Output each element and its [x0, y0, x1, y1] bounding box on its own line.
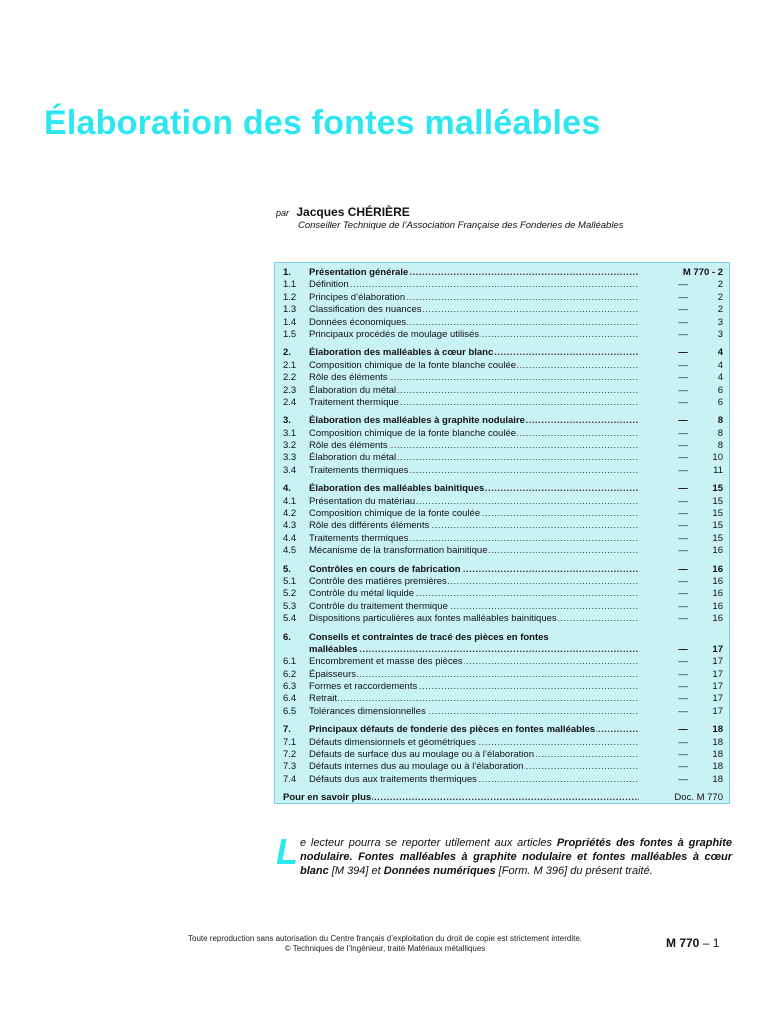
toc-number: 4.3	[283, 520, 297, 532]
toc-reference: —	[678, 736, 688, 748]
toc-label-wrap	[309, 737, 639, 749]
toc-label: Composition chimique de la fonte blanche coulée	[309, 427, 517, 439]
toc-label: Défauts dus aux traitements thermiques	[309, 773, 477, 785]
toc-number: 6.2	[283, 668, 297, 680]
document-title: Élaboration des fontes malléables	[44, 104, 601, 142]
toc-reference: —	[678, 396, 688, 408]
toc-number: 1.3	[283, 304, 297, 316]
toc-item[interactable]	[283, 465, 723, 477]
toc-label: Principaux procédés de moulage utilisés	[309, 328, 480, 340]
toc-page: 3	[717, 328, 723, 340]
toc-number: 1.5	[283, 328, 297, 340]
toc-label-wrap	[309, 706, 639, 718]
toc-number: 6.3	[283, 681, 297, 693]
toc-number: 2.3	[283, 384, 297, 396]
toc-reference: —	[678, 279, 688, 291]
page-reference	[666, 936, 719, 950]
toc-page: 16	[712, 613, 723, 625]
toc-item[interactable]	[283, 279, 723, 291]
toc-item[interactable]	[283, 774, 723, 786]
toc-section	[283, 632, 723, 719]
toc-label: Traitements thermiques	[309, 532, 409, 544]
toc-number: 6.	[283, 631, 291, 643]
toc-number: 7.2	[283, 749, 297, 761]
toc-label-wrap	[309, 774, 639, 786]
toc-reference: —	[678, 483, 688, 495]
toc-reference: —	[678, 656, 688, 668]
toc-label: Pour en savoir plus	[283, 792, 372, 804]
toc-page: 10	[712, 452, 723, 464]
toc-item[interactable]	[283, 372, 723, 384]
toc-number: 7.4	[283, 773, 297, 785]
toc-number: 3.4	[283, 464, 297, 476]
toc-reference: —	[678, 520, 688, 532]
toc-reference: —	[678, 600, 688, 612]
toc-item[interactable]	[283, 304, 723, 316]
toc-item[interactable]	[283, 613, 723, 625]
toc-label-wrap	[309, 360, 639, 372]
toc-label: Épaisseurs	[309, 668, 356, 680]
toc-number: 2.4	[283, 396, 297, 408]
toc-reference: —	[678, 773, 688, 785]
toc-page: 17	[712, 705, 723, 717]
toc-label: Élaboration des malléables bainitiques	[309, 483, 485, 495]
toc-heading[interactable]	[283, 483, 723, 495]
toc-label: Données économiques	[309, 316, 407, 328]
toc-reference: —	[678, 372, 688, 384]
intro-ref-2: Données numériques	[383, 865, 496, 877]
toc-number: 2.1	[283, 359, 297, 371]
toc-item[interactable]	[283, 428, 723, 440]
toc-item[interactable]	[283, 545, 723, 557]
toc-number: 3.2	[283, 440, 297, 452]
toc-page: 4	[717, 347, 723, 359]
toc-label-wrap	[309, 588, 639, 600]
toc-reference: —	[678, 693, 688, 705]
toc-reference: —	[678, 415, 688, 427]
toc-page: 15	[712, 508, 723, 520]
toc-item[interactable]	[283, 656, 723, 668]
toc-label: Encombrement et masse des pièces	[309, 656, 463, 668]
toc-number: 1.4	[283, 316, 297, 328]
toc-reference: —	[678, 749, 688, 761]
toc-page: 16	[712, 600, 723, 612]
toc-number: 4.1	[283, 495, 297, 507]
toc-label: Contrôle du traitement thermique	[309, 600, 448, 612]
toc-item[interactable]	[283, 706, 723, 718]
toc-label: Élaboration du métal	[309, 384, 397, 396]
toc-label: Élaboration du métal	[309, 452, 397, 464]
toc-label: Mécanisme de la transformation bainitique	[309, 545, 488, 557]
toc-page: 16	[712, 588, 723, 600]
toc-reference: —	[678, 681, 688, 693]
toc-reference: —	[678, 724, 688, 736]
toc-further-row[interactable]	[283, 792, 723, 804]
toc-number: 2.2	[283, 372, 297, 384]
toc-heading-cont[interactable]	[283, 644, 723, 656]
toc-label: Retrait	[309, 693, 337, 705]
toc-reference: —	[678, 304, 688, 316]
toc-label-wrap	[309, 415, 639, 427]
toc-number: 3.3	[283, 452, 297, 464]
toc-label-wrap	[309, 520, 639, 532]
toc-heading[interactable]	[283, 724, 723, 736]
toc-label-wrap	[309, 749, 639, 761]
toc-label: Composition chimique de la fonte coulée	[309, 508, 481, 520]
toc-page: 8	[717, 427, 723, 439]
toc-page: 8	[717, 415, 723, 427]
toc-label-wrap	[309, 632, 723, 644]
toc-page: 2	[717, 291, 723, 303]
toc-page: 16	[712, 545, 723, 557]
toc-reference: —	[678, 643, 688, 655]
toc-section	[283, 724, 723, 786]
toc-label-wrap	[309, 508, 639, 520]
table-of-contents	[274, 262, 730, 804]
toc-page: 3	[717, 316, 723, 328]
toc-number: 7.	[283, 724, 291, 736]
toc-item[interactable]	[283, 576, 723, 588]
toc-reference: M 770 - 2	[682, 266, 723, 278]
toc-heading[interactable]	[283, 564, 723, 576]
toc-page: 2	[717, 304, 723, 316]
toc-item[interactable]	[283, 385, 723, 397]
toc-item[interactable]	[283, 440, 723, 452]
copyright-line-2: © Techniques de l’Ingénieur, traité Matériaux métalliques	[284, 944, 486, 953]
toc-label-wrap	[309, 724, 639, 736]
toc-label-wrap	[309, 267, 639, 279]
toc-reference: —	[678, 495, 688, 507]
toc-label: Traitements thermiques	[309, 464, 409, 476]
toc-number: 1.2	[283, 291, 297, 303]
toc-page: 17	[712, 693, 723, 705]
copyright-notice	[130, 934, 640, 954]
toc-reference: —	[678, 316, 688, 328]
toc-reference: —	[678, 464, 688, 476]
toc-number: 4.2	[283, 508, 297, 520]
toc-reference: —	[678, 575, 688, 587]
toc-item[interactable]	[283, 317, 723, 329]
toc-item[interactable]	[283, 601, 723, 613]
toc-label: Rôle des différents éléments	[309, 520, 430, 532]
toc-page: 4	[717, 372, 723, 384]
toc-label: Définition	[309, 279, 349, 291]
toc-section	[283, 483, 723, 557]
drop-cap: L	[276, 831, 298, 872]
toc-label-wrap	[309, 440, 639, 452]
toc-label-wrap	[309, 656, 639, 668]
toc-label-wrap	[309, 564, 639, 576]
author-prefix: par	[276, 208, 290, 218]
intro-paragraph	[276, 831, 732, 878]
toc-reference: —	[678, 613, 688, 625]
intro-ref-1: Propriétés des fontes à graphite nodulaire. Fontes malléables à graphite nodulaire et fontes malléables à cœur blanc	[300, 837, 732, 877]
toc-label-wrap	[309, 613, 639, 625]
toc-section	[283, 415, 723, 477]
toc-label-wrap	[309, 347, 639, 359]
toc-label: Rôle des éléments	[309, 440, 388, 452]
toc-page: 17	[712, 668, 723, 680]
toc-reference: —	[678, 440, 688, 452]
toc-page: 2	[717, 279, 723, 291]
toc-further-reading	[283, 792, 723, 804]
toc-number: 5.	[283, 563, 291, 575]
toc-label-wrap	[309, 693, 639, 705]
toc-label: Principaux défauts de fonderie des pièces en fontes malléables	[309, 724, 596, 736]
toc-label: Contrôle des matières premières	[309, 575, 447, 587]
toc-label: malléables	[309, 643, 358, 655]
toc-number: 6.4	[283, 693, 297, 705]
toc-reference: —	[678, 384, 688, 396]
toc-label: Défauts internes dus au moulage ou à l’élaboration	[309, 761, 524, 773]
toc-number: 7.3	[283, 761, 297, 773]
toc-item[interactable]	[283, 694, 723, 706]
toc-label-wrap	[309, 465, 639, 477]
author-line	[276, 205, 410, 219]
toc-page: 18	[712, 761, 723, 773]
toc-label: Présentation générale	[309, 266, 409, 278]
toc-reference: —	[678, 563, 688, 575]
toc-label-wrap	[309, 397, 639, 409]
toc-page: 18	[712, 773, 723, 785]
toc-label: Contrôles en cours de fabrication	[309, 563, 461, 575]
toc-label: Dispositions particulières aux fontes malléables bainitiques	[309, 613, 557, 625]
toc-label: Défauts dimensionnels et géométriques	[309, 736, 476, 748]
toc-label-wrap	[309, 496, 639, 508]
page-ref-sep: –	[699, 936, 713, 950]
toc-label: Composition chimique de la fonte blanche coulée	[309, 359, 517, 371]
toc-item[interactable]	[283, 533, 723, 545]
toc-label-wrap	[309, 761, 639, 773]
toc-label-wrap	[309, 279, 639, 291]
toc-label: Principes d’élaboration	[309, 291, 406, 303]
toc-label-wrap	[309, 428, 639, 440]
toc-number: 5.3	[283, 600, 297, 612]
toc-number: 1.1	[283, 279, 297, 291]
toc-number: 3.1	[283, 427, 297, 439]
toc-label-wrap	[309, 576, 639, 588]
toc-heading[interactable]	[283, 267, 723, 279]
toc-number: 5.4	[283, 613, 297, 625]
toc-reference: —	[678, 668, 688, 680]
toc-reference: Doc. M 770	[674, 792, 723, 804]
toc-item[interactable]	[283, 588, 723, 600]
toc-label: Défauts de surface dus au moulage ou à l’élaboration	[309, 749, 534, 761]
toc-label-wrap	[309, 533, 639, 545]
toc-section	[283, 267, 723, 341]
copyright-line-1: Toute reproduction sans autorisation du Centre français d’exploitation du droit de copie est strictement interdite.	[188, 934, 582, 943]
toc-label: Classification des nuances	[309, 304, 422, 316]
toc-list	[283, 267, 723, 811]
toc-item[interactable]	[283, 292, 723, 304]
author-name: Jacques CHÉRIÈRE	[296, 205, 410, 219]
toc-number: 5.2	[283, 588, 297, 600]
toc-number: 2.	[283, 347, 291, 359]
intro-text-3: [Form. M 396] du présent traité.	[495, 865, 653, 877]
toc-reference: —	[678, 508, 688, 520]
toc-item[interactable]	[283, 681, 723, 693]
toc-label-wrap	[309, 601, 639, 613]
toc-item[interactable]	[283, 452, 723, 464]
toc-number: 4.4	[283, 532, 297, 544]
page-ref-code: M 770	[666, 936, 700, 950]
toc-label-wrap	[309, 329, 639, 341]
toc-label: Traitement thermique	[309, 396, 399, 408]
toc-item[interactable]	[283, 496, 723, 508]
toc-item[interactable]	[283, 669, 723, 681]
toc-page: 15	[712, 532, 723, 544]
toc-item[interactable]	[283, 360, 723, 372]
toc-label-wrap	[309, 372, 639, 384]
toc-label-wrap	[309, 483, 639, 495]
toc-label-wrap	[309, 304, 639, 316]
toc-page: 15	[712, 483, 723, 495]
toc-label: Conseils et contraintes de tracé des pièces en fontes	[309, 631, 549, 643]
toc-page: 4	[717, 359, 723, 371]
toc-label: Présentation du matériau	[309, 495, 416, 507]
intro-text-1: e lecteur pourra se reporter utilement aux articles	[300, 837, 557, 849]
toc-label: Tolérances dimensionnelles	[309, 705, 426, 717]
toc-page: 15	[712, 520, 723, 532]
toc-label-wrap	[309, 545, 639, 557]
toc-label: Formes et raccordements	[309, 681, 418, 693]
toc-page: 8	[717, 440, 723, 452]
toc-label-wrap	[309, 385, 639, 397]
toc-reference: —	[678, 427, 688, 439]
toc-section	[283, 347, 723, 409]
toc-label-wrap	[309, 452, 639, 464]
toc-item[interactable]	[283, 397, 723, 409]
toc-page: 15	[712, 495, 723, 507]
toc-reference: —	[678, 359, 688, 371]
toc-number: 1.	[283, 266, 291, 278]
toc-label-wrap	[309, 681, 639, 693]
toc-item[interactable]	[283, 737, 723, 749]
toc-reference: —	[678, 452, 688, 464]
toc-page: 18	[712, 736, 723, 748]
toc-item[interactable]	[283, 520, 723, 532]
toc-label-wrap	[309, 292, 639, 304]
toc-reference: —	[678, 705, 688, 717]
toc-number: 4.	[283, 483, 291, 495]
toc-reference: —	[678, 291, 688, 303]
page-ref-number: 1	[712, 936, 720, 950]
toc-page: 18	[712, 749, 723, 761]
toc-label-wrap	[309, 317, 639, 329]
toc-item[interactable]	[283, 508, 723, 520]
toc-number: 7.1	[283, 736, 297, 748]
toc-number: 4.5	[283, 545, 297, 557]
toc-label-wrap	[283, 792, 639, 804]
toc-page: 11	[713, 464, 723, 476]
toc-page: 17	[712, 681, 723, 693]
toc-heading[interactable]	[283, 415, 723, 427]
toc-item[interactable]	[283, 749, 723, 761]
toc-page: 16	[712, 575, 723, 587]
toc-reference: —	[678, 588, 688, 600]
toc-page: 17	[712, 656, 723, 668]
toc-reference: —	[678, 761, 688, 773]
toc-number: 6.1	[283, 656, 297, 668]
toc-label: Rôle des éléments	[309, 372, 388, 384]
toc-label-wrap	[309, 644, 639, 656]
toc-page: 16	[712, 563, 723, 575]
toc-number: 6.5	[283, 705, 297, 717]
toc-label: Élaboration des malléables à graphite nodulaire	[309, 415, 525, 427]
toc-page: 6	[717, 396, 723, 408]
toc-reference: —	[678, 545, 688, 557]
intro-text-2: [M 394] et	[328, 865, 384, 877]
toc-label: Élaboration des malléables à cœur blanc	[309, 347, 494, 359]
toc-item[interactable]	[283, 761, 723, 773]
toc-number: 3.	[283, 415, 291, 427]
toc-page: 17	[712, 643, 723, 655]
toc-page: 6	[717, 384, 723, 396]
author-affiliation: Conseiller Technique de l’Association Française des Fonderies de Malléables	[298, 220, 624, 231]
toc-number: 5.1	[283, 575, 297, 587]
toc-section	[283, 564, 723, 626]
toc-reference: —	[678, 347, 688, 359]
toc-heading[interactable]	[283, 347, 723, 359]
toc-page: 18	[712, 724, 723, 736]
toc-label-wrap	[309, 669, 639, 681]
toc-label: Contrôle du métal liquide	[309, 588, 415, 600]
toc-reference: —	[678, 328, 688, 340]
toc-reference: —	[678, 532, 688, 544]
toc-item[interactable]	[283, 329, 723, 341]
toc-heading[interactable]	[283, 632, 723, 644]
